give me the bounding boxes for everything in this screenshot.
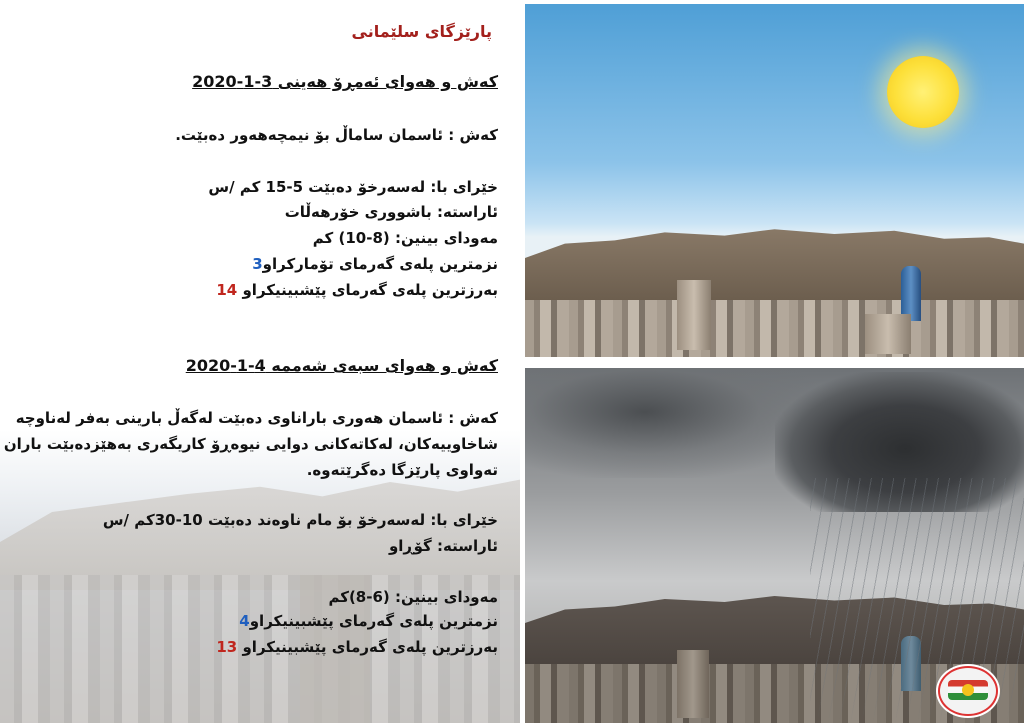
- tomorrow-max-temp-value: 13: [216, 638, 238, 656]
- tomorrow-max-temp: [216, 638, 498, 656]
- city-skyline: [525, 300, 1024, 357]
- tomorrow-max-temp-label: بەرزترین پلەی گەرمای پێشبینیکراو: [237, 638, 498, 656]
- today-visibility: مەودای بینین: (8-10) کم: [312, 229, 498, 247]
- tomorrow-visibility: مەودای بینین: (6-8)کم: [328, 588, 498, 606]
- tomorrow-min-temp-value: 4: [239, 612, 250, 630]
- today-weather: کەش : ئاسمان ساماڵ بۆ نیمچەهەور دەبێت.: [175, 126, 498, 144]
- sun-icon: [887, 56, 959, 128]
- today-min-temp: [252, 255, 498, 273]
- today-min-temp-label: نزمترین پلەی گەرمای تۆمارکراو: [262, 255, 498, 273]
- today-min-temp-value: 3: [252, 255, 263, 273]
- mountain-range: [525, 226, 1024, 306]
- tomorrow-wind-speed: خێرای با: لەسەرخۆ بۆ مام ناوەند دەبێت 10-30کم /س: [102, 511, 498, 529]
- glass-tower-building: [901, 266, 921, 321]
- logo-sun-icon: [962, 684, 974, 696]
- tower-building: [677, 280, 711, 350]
- today-wind-direction: ئاراستە: باشووری خۆرهەڵات: [284, 203, 498, 221]
- tomorrow-wind-direction: ئاراستە: گۆڕاو: [388, 537, 498, 555]
- tower-building: [677, 650, 709, 718]
- today-max-temp: [216, 281, 498, 299]
- today-max-temp-label: بەرزترین پلەی گەرمای پێشبینیکراو: [237, 281, 498, 299]
- sunny-city-photo: [525, 4, 1024, 357]
- tomorrow-heading: کەش و هەوای سبەی شەممە 4-1-2020: [185, 356, 498, 375]
- tomorrow-min-temp: [239, 612, 498, 630]
- organization-title: پارێزگای سلێمانی: [351, 22, 492, 41]
- today-max-temp-value: 14: [216, 281, 238, 299]
- tomorrow-min-temp-label: نزمترین پلەی گەرمای پێشبینیکراو: [249, 612, 498, 630]
- tomorrow-weather: کەش : ئاسمان هەوری باراناوی دەبێت لەگەڵ بارینی بەفر لەناوچە شاخاوییەکان، لەکاتەکانی دوایی نیوەڕۆ کاریگەری بەهێزدەبێت باران تەواوی پارێزگا دەگرێتەوە.: [3, 409, 498, 479]
- today-heading: کەش و هەوای ئەمڕۆ هەینی 3-1-2020: [192, 72, 498, 91]
- today-wind-speed: خێرای با: لەسەرخۆ دەبێت 5-15 کم /س: [208, 178, 498, 196]
- rainy-city-photo: [525, 368, 1024, 723]
- governorate-logo-icon: [938, 666, 998, 716]
- low-building: [865, 314, 911, 354]
